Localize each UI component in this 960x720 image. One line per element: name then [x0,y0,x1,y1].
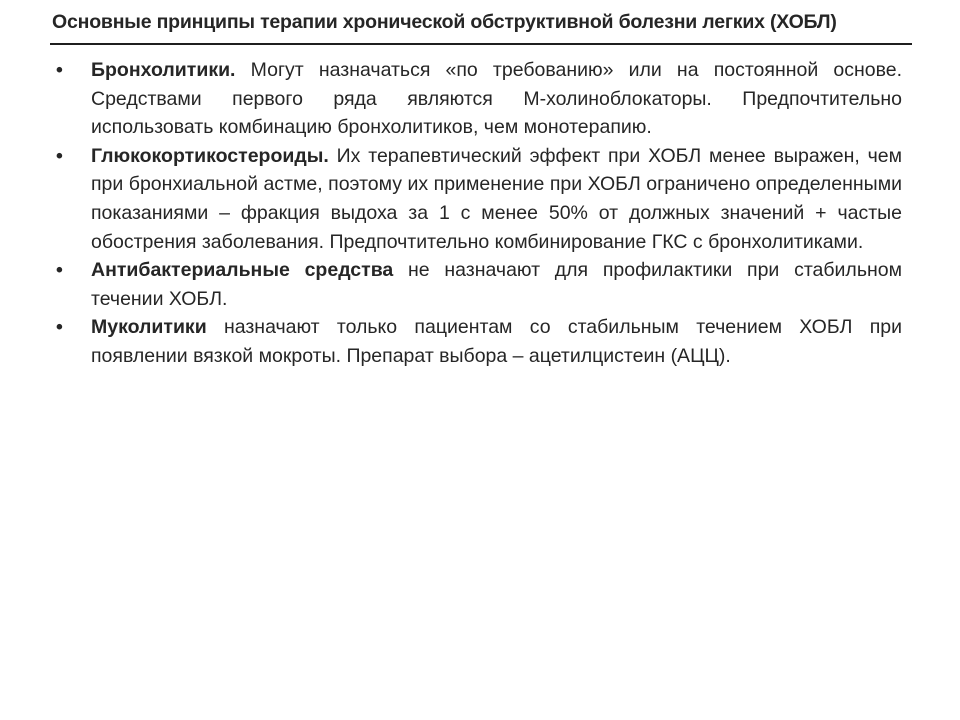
bullet-item-antibacterials [56,256,902,313]
bullet-item-glucocorticosteroids [56,142,902,256]
bullet-item-mucolytics [56,313,902,370]
bullet-icon: • [56,259,63,282]
bullet-term: Глюкокортикостероиды. [91,144,329,167]
bullet-text: Могут назначаться «по требованию» или на постоянной основе. Средствами первого ряда являются М-холиноблокаторы. Предпочтительно использовать комбинацию бронхолитиков, чем монотерапию. [91,59,902,139]
bullet-text: не назначают для профилактики при стабильном течении ХОБЛ. [91,259,902,310]
title-divider [50,43,912,45]
bullet-icon: • [56,316,63,339]
bullet-list [56,56,902,371]
bullet-term: Бронхолитики. [91,59,236,81]
slide-title: Основные принципы терапии хронической обструктивной болезни легких (ХОБЛ) [52,11,837,33]
bullet-icon: • [56,144,63,167]
bullet-term: Антибактериальные средства [91,259,394,282]
bullet-icon: • [56,59,63,81]
bullet-term: Муколитики [91,316,207,339]
bullet-text: Их терапевтический эффект при ХОБЛ менее выражен, чем при бронхиальной астме, поэтому их применение при ХОБЛ ограничено определенными показаниями – фракция выдоха за 1 с менее 50% от должных значений + частые обострения заболевания. Предпочтительно комбинирование ГКС с бронхолитиками. [91,144,902,253]
bullet-item-bronchodilators [56,56,902,142]
bullet-text: назначают только пациентам со стабильным течением ХОБЛ при появлении вязкой мокроты. Препарат выбора – ацетилцистеин (АЦЦ). [91,316,902,367]
